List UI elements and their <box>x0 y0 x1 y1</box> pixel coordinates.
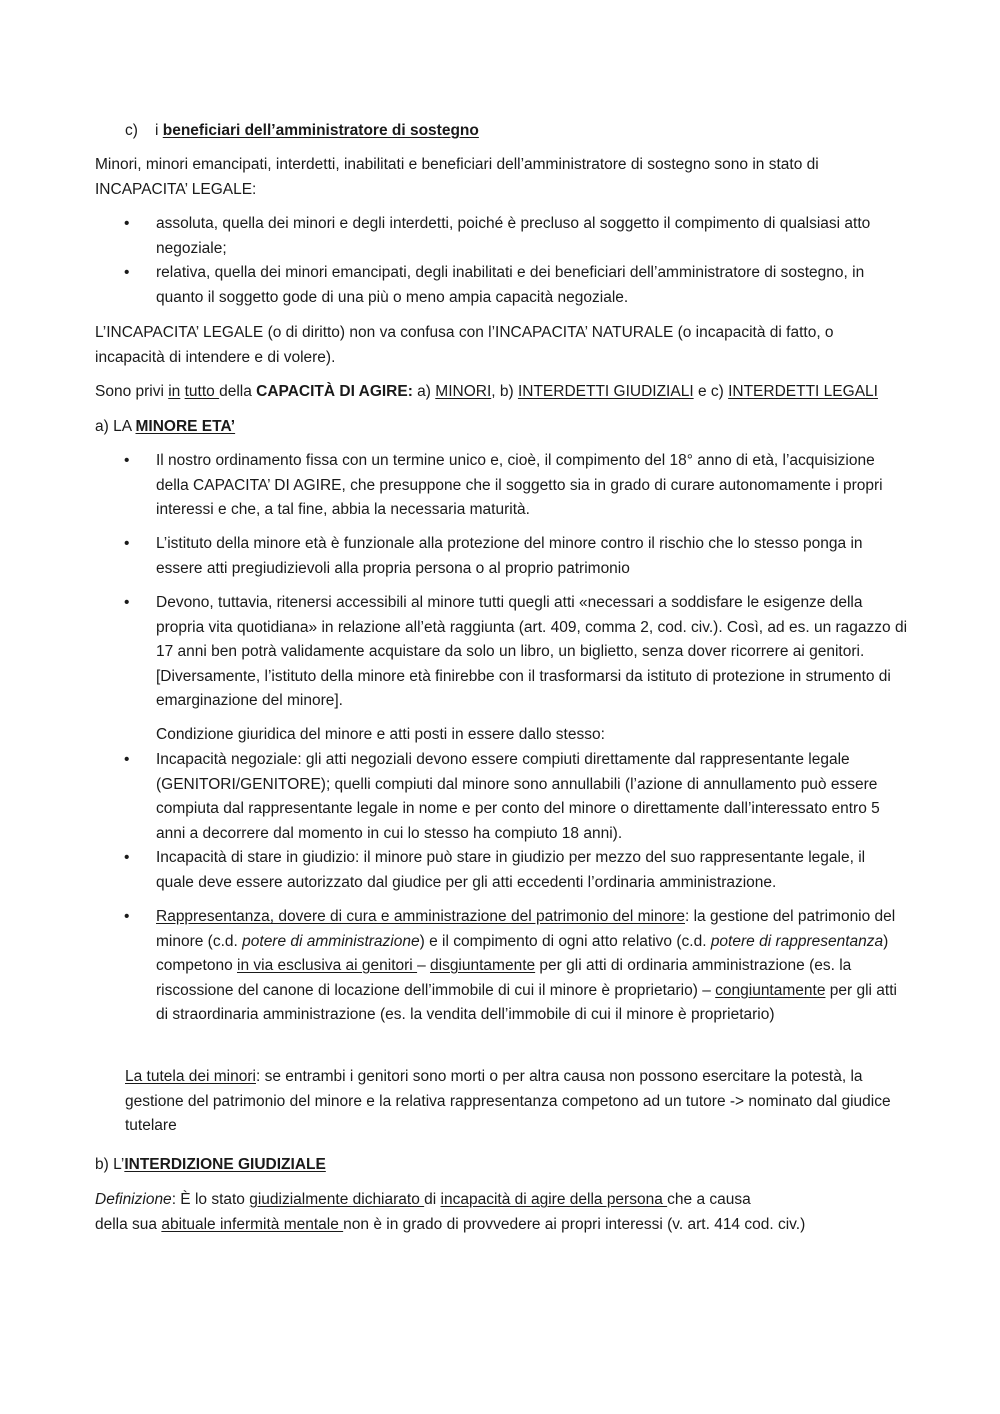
privi-paragraph: Sono privi in tutto della CAPACITÀ DI AGIRE: a) MINORI, b) INTERDETTI GIUDIZIALI e c) INTERDETTI LEGALI <box>95 383 878 400</box>
condizione-list <box>95 748 907 895</box>
list-item: • Devono, tuttavia, ritenersi accessibili al minore tutti quegli atti «necessari a soddisfare le esigenze della propria vita quotidiana» in relazione all’età raggiunta (art. 409, comma 2, cod. civ.). Così, ad es. un ragazzo di 17 anni ben potrà validamente acquistare da solo un libro, un biglietto, senza dover ricorrere ai genitori. [Diversamente, l’istituto della minore età finirebbe con il trasformarsi da istituto di protezione in strumento di emarginazione del minore]. <box>95 591 907 714</box>
section-a-heading: a) LA MINORE ETA’ <box>95 418 236 435</box>
document-page: c) i beneficiari dell’amministratore di sostegno Minori, minori emancipati, interdetti, inabilitati e beneficiari dell’amministratore di sostegno sono in stato di INCAPACITA’ LEGALE: • assoluta, quella dei minori e degli interdetti, poiché è precluso al soggetto il compimento di qualsiasi atto negoziale; • relativa, quella dei minori emancipati, degli inabilitati e dei beneficiari dell’amministratore di sostegno, in quanto il soggetto gode di una più o meno ampia capacità negoziale. L’INCAPACITA’ LEGALE (o di diritto) non va confusa con l’INCAPACITA’ NATURALE (o incapacità di fatto, o incapacità di intendere e di volere). Sono privi in tutto della CAPACITÀ DI AGIRE: a) MINORI, b) INTERDETTI GIUDIZIALI e c) INTERDETTI LEGALI a) LA MINORE ETA’ • Il nostro ordinamento fissa con un termine unico e, cioè, il compimento del 18° anno di età, l’acquisizione della CAPACITA’ DI AGIRE, che presuppone che il soggetto sia in grado di curare autonomamente i propri interessi e che, a tal fine, abbia la necessaria maturità. • L’istituto della minore età è funzionale alla protezione del minore contro il rischio che lo stesso ponga in essere atti pregiudizievoli alla propria persona o al proprio patrimonio • Devono, tuttavia, ritenersi accessibili al minore tutti quegli atti «necessari a soddisfare le esigenze della propria vita quotidiana» in relazione all’età raggiunta (art. 409, comma 2, cod. civ.). Così, ad es. un ragazzo di 17 anni ben potrà validamente acquistare da solo un libro, un biglietto, senza dover ricorrere ai genitori. [Diversamente, l’istituto della minore età finirebbe con il trasformarsi da istituto di protezione in strumento di emarginazione del minore]. Condizione giuridica del minore e atti posti in essere dallo stesso: • Incapacità negoziale: gli atti negoziali devono essere compiuti direttamente dal rappresentante legale (GENITORI/GENITORE); quelli compiuti dal minore sono annullabili (l’azione di annullamento può essere compiuta dal rappresentante legale in nome e per conto del minore o direttamente dall’interessato entro 5 anni a decorrere dal momento in cui lo stesso ha compiuto 18 anni). • Incapacità di stare in giudizio: il minore può stare in giudizio per mezzo del suo rappresentante legale, il quale deve essere autorizzato dal giudice per gli atti eccedenti l’ordinaria amministrazione. • Rappresentanza, dovere di cura e amministrazione del patrimonio del minore: la gestione del patrimonio del minore (c.d. potere di amministrazione) e il compimento di ogni atto relativo (c.d. potere di rappresentanza) competono in via esclusiva ai genitori – disgiuntamente per gli atti di ordinaria amministrazione (es. la riscossione del canone di locazione dell’immobile di cui il minore è proprietario) – congiuntamente per gli atti di straordinaria amministrazione (es. la vendita dell’immobile di cui il minore è proprietario) La tutela dei minori: se entrambi i genitori sono morti o per altra causa non possono esercitare la potestà, la gestione del patrimonio del minore e la relativa rappresentanza competono ad un tutore -> nominato dal giudice tutelare b) L’INTERDIZIONE GIUDIZIALE Definizione: È lo stato giudizialmente dichiarato di incapacità di agire della persona che a causa della sua abituale infermità mentale non è in grado di provvedere ai propri interessi (v. art. 414 cod. civ.) <box>0 0 1000 1414</box>
list-item: • Incapacità di stare in giudizio: il minore può stare in giudizio per mezzo del suo rappresentante legale, il quale deve essere autorizzato dal giudice per gli atti eccedenti l’ordinaria amministrazione. <box>95 846 907 895</box>
item-marker: c) <box>125 122 138 139</box>
condizione-paragraph: Condizione giuridica del minore e atti posti in essere dallo stesso: <box>156 726 605 743</box>
incapacity-note: L’INCAPACITA’ LEGALE (o di diritto) non va confusa con l’INCAPACITA’ NATURALE (o incapacità di fatto, o incapacità di intendere e di volere). <box>95 324 834 366</box>
minore-eta-list <box>95 591 907 714</box>
list-item: • Il nostro ordinamento fissa con un termine unico e, cioè, il compimento del 18° anno di età, l’acquisizione della CAPACITA’ DI AGIRE, che presuppone che il soggetto sia in grado di curare autonomamente i propri interessi e che, a tal fine, abbia la necessaria maturità. <box>95 449 907 523</box>
list-item: • Incapacità negoziale: gli atti negoziali devono essere compiuti direttamente dal rappresentante legale (GENITORI/GENITORE); quelli compiuti dal minore sono annullabili (l’azione di annullamento può essere compiuta dal rappresentante legale in nome e per conto del minore o direttamente dall’interessato entro 5 anni a decorrere dal momento in cui lo stesso ha compiuto 18 anni). <box>95 748 907 846</box>
incapacity-list <box>95 212 907 310</box>
tutela-paragraph: La tutela dei minori: se entrambi i genitori sono morti o per altra causa non possono esercitare la potestà, la gestione del patrimonio del minore e la relativa rappresentanza competono ad un tutore -> nominato dal giudice tutelare <box>125 1068 891 1134</box>
minore-eta-list <box>95 532 907 581</box>
minore-eta-list <box>95 449 907 523</box>
list-item: • assoluta, quella dei minori e degli interdetti, poiché è precluso al soggetto il compimento di qualsiasi atto negoziale; <box>95 212 907 261</box>
definition-paragraph: Definizione: È lo stato giudizialmente dichiarato di incapacità di agire della persona che a causa della sua abituale infermità mentale non è in grado di provvedere ai propri interessi (v. art. 414 cod. civ.) <box>95 1191 806 1233</box>
list-item: • L’istituto della minore età è funzionale alla protezione del minore contro il rischio che lo stesso ponga in essere atti pregiudizievoli alla propria persona o al proprio patrimonio <box>95 532 907 581</box>
item-c-title: beneficiari dell’amministratore di sostegno <box>162 122 479 139</box>
section-b-heading: b) L’INTERDIZIONE GIUDIZIALE <box>95 1156 326 1173</box>
rappresentanza-list <box>95 905 907 1028</box>
intro-paragraph: Minori, minori emancipati, interdetti, inabilitati e beneficiari dell’amministratore di sostegno sono in stato di INCAPACITA’ LEGALE: <box>95 156 819 198</box>
list-item: • Rappresentanza, dovere di cura e amministrazione del patrimonio del minore: la gestione del patrimonio del minore (c.d. potere di amministrazione) e il compimento di ogni atto relativo (c.d. potere di rappresentanza) competono in via esclusiva ai genitori – disgiuntamente per gli atti di ordinaria amministrazione (es. la riscossione del canone di locazione dell’immobile di cui il minore è proprietario) – congiuntamente per gli atti di straordinaria amministrazione (es. la vendita dell’immobile di cui il minore è proprietario) <box>95 905 907 1028</box>
list-item: • relativa, quella dei minori emancipati, degli inabilitati e dei beneficiari dell’amministratore di sostegno, in quanto il soggetto gode di una più o meno ampia capacità negoziale. <box>95 261 907 310</box>
